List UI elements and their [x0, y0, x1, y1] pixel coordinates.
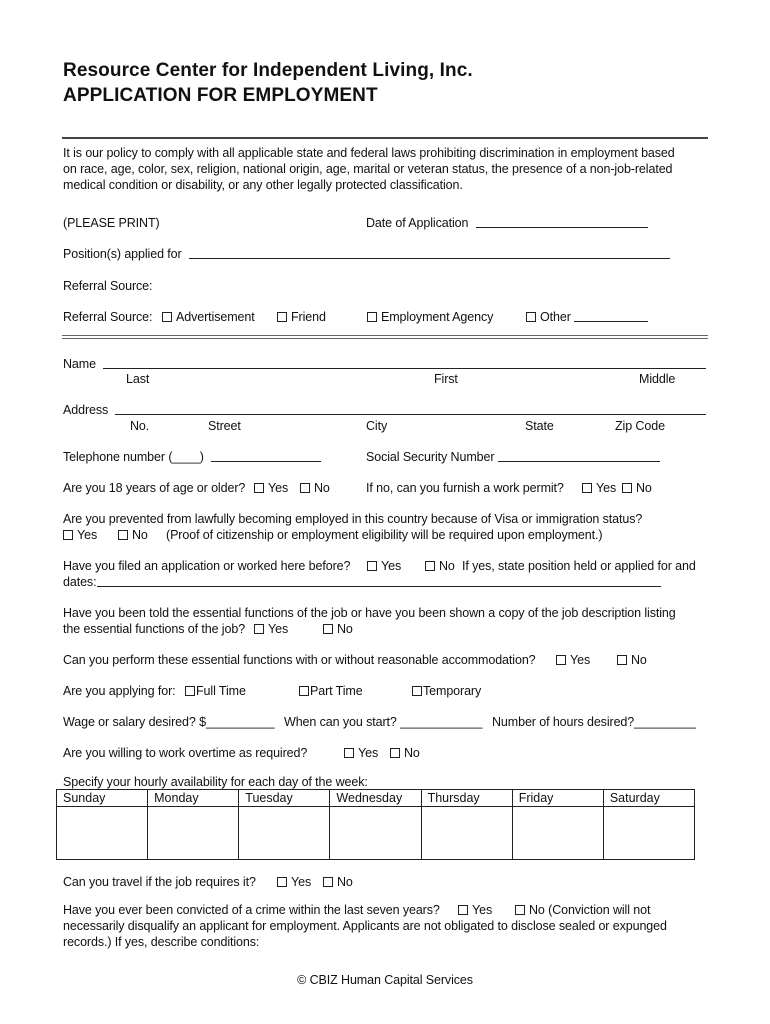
conviction-note-line-3: records.) If yes, describe conditions:: [63, 935, 260, 949]
checkbox-icon[interactable]: [254, 624, 264, 634]
address-label: Address: [63, 403, 109, 417]
full-time-option[interactable]: Full Time: [185, 684, 246, 699]
checkbox-icon[interactable]: [323, 877, 333, 887]
visa-note: (Proof of citizenship or employment eligibility will be required upon employment.): [166, 528, 603, 542]
referral-other-field[interactable]: [574, 321, 648, 322]
availability-table: [56, 789, 695, 860]
telephone-field[interactable]: [211, 461, 321, 462]
date-of-application-label: Date of Application: [366, 216, 469, 230]
checkbox-icon[interactable]: [118, 530, 128, 540]
please-print-label: (PLEASE PRINT): [63, 216, 160, 230]
filed-yes-option[interactable]: Yes: [367, 559, 401, 574]
checkbox-icon[interactable]: [344, 748, 354, 758]
positions-applied-field[interactable]: [189, 258, 670, 259]
checkbox-icon[interactable]: [515, 905, 525, 915]
age-18-no-option[interactable]: No: [300, 481, 330, 496]
hours-desired-label: Number of hours desired?_________: [492, 715, 696, 729]
checkbox-icon[interactable]: [367, 312, 377, 322]
hours-desired-field[interactable]: _________: [634, 715, 696, 729]
dates-label: dates:: [63, 575, 97, 589]
policy-line-1: It is our policy to comply with all applicable state and federal laws prohibiting discrimination in employment based: [63, 146, 675, 160]
checkbox-icon[interactable]: [277, 877, 287, 887]
ssn-label: Social Security Number: [366, 450, 495, 464]
organization-name: Resource Center for Independent Living, Inc.: [63, 60, 473, 81]
checkbox-icon[interactable]: [300, 483, 310, 493]
checkbox-icon[interactable]: [367, 561, 377, 571]
footer-copyright: © CBIZ Human Capital Services: [297, 973, 473, 987]
availability-label: Specify your hourly availability for each day of the week:: [63, 775, 368, 789]
travel-yes-option[interactable]: Yes: [277, 875, 311, 890]
checkbox-icon[interactable]: [277, 312, 287, 322]
overtime-no-option[interactable]: No: [390, 746, 420, 761]
day-header: Monday: [148, 790, 239, 807]
conviction-question: Have you ever been convicted of a crime within the last seven years?: [63, 903, 440, 917]
temporary-option[interactable]: Temporary: [412, 684, 481, 699]
day-header: Tuesday: [239, 790, 330, 807]
start-date-label: When can you start? ____________: [284, 715, 483, 729]
telephone-label: Telephone number (____): [63, 450, 204, 464]
availability-cell[interactable]: [239, 807, 330, 860]
availability-input-row: [57, 807, 695, 860]
perform-yes-option[interactable]: Yes: [556, 653, 590, 668]
conviction-yes-option[interactable]: Yes: [458, 903, 492, 918]
age-18-yes-option[interactable]: Yes: [254, 481, 288, 496]
name-field[interactable]: [103, 368, 706, 369]
checkbox-icon[interactable]: [617, 655, 627, 665]
checkbox-icon[interactable]: [162, 312, 172, 322]
name-label: Name: [63, 357, 96, 371]
referral-source-label-2: Referral Source:: [63, 310, 153, 324]
wage-label: Wage or salary desired? $__________: [63, 715, 275, 729]
name-first-caption: First: [434, 372, 458, 386]
essential-functions-question-2: the essential functions of the job?: [63, 622, 246, 636]
checkbox-icon[interactable]: [323, 624, 333, 634]
checkbox-icon[interactable]: [390, 748, 400, 758]
travel-no-option[interactable]: No: [323, 875, 353, 890]
dates-field[interactable]: [97, 586, 661, 587]
address-city-caption: City: [366, 419, 388, 433]
day-header: Friday: [512, 790, 603, 807]
referral-friend-option[interactable]: Friend: [277, 310, 326, 325]
day-header: Saturday: [603, 790, 694, 807]
applying-for-label: Are you applying for:: [63, 684, 176, 698]
availability-header-row: [57, 790, 695, 807]
name-last-caption: Last: [126, 372, 150, 386]
referral-agency-option[interactable]: Employment Agency: [367, 310, 493, 325]
checkbox-icon[interactable]: [622, 483, 632, 493]
overtime-question: Are you willing to work overtime as required?: [63, 746, 308, 760]
work-permit-question: If no, can you furnish a work permit?: [366, 481, 564, 495]
part-time-option[interactable]: Part Time: [299, 684, 363, 699]
day-header: Thursday: [421, 790, 512, 807]
overtime-yes-option[interactable]: Yes: [344, 746, 378, 761]
referral-source-label: Referral Source:: [63, 279, 153, 293]
conviction-note-line-2: necessarily disqualify an applicant for employment. Applicants are not obligated to disclose sealed or expunged: [63, 919, 667, 933]
age-18-question: Are you 18 years of age or older?: [63, 481, 246, 495]
section-divider: [62, 335, 708, 339]
availability-cell[interactable]: [148, 807, 239, 860]
travel-question: Can you travel if the job requires it?: [63, 875, 256, 889]
filed-note: If yes, state position held or applied for and: [462, 559, 696, 573]
availability-cell[interactable]: [603, 807, 694, 860]
header-divider: [62, 137, 708, 139]
checkbox-icon[interactable]: [526, 312, 536, 322]
policy-line-2: on race, age, color, sex, religion, national origin, age, marital or veteran status, the presence of a non-job-related: [63, 162, 673, 176]
checkbox-icon[interactable]: [254, 483, 264, 493]
form-title: APPLICATION FOR EMPLOYMENT: [63, 85, 378, 106]
day-header: Wednesday: [330, 790, 421, 807]
ssn-field[interactable]: [498, 461, 660, 462]
checkbox-icon[interactable]: [412, 686, 422, 696]
address-state-caption: State: [525, 419, 554, 433]
checkbox-icon[interactable]: [582, 483, 592, 493]
address-field[interactable]: [115, 414, 706, 415]
address-street-caption: Street: [208, 419, 241, 433]
visa-question: Are you prevented from lawfully becoming employed in this country because of Visa or immigration status?: [63, 512, 643, 526]
availability-cell[interactable]: [512, 807, 603, 860]
perform-no-option[interactable]: No: [617, 653, 647, 668]
referral-advertisement-option[interactable]: Advertisement: [162, 310, 255, 325]
name-middle-caption: Middle: [639, 372, 676, 386]
checkbox-icon[interactable]: [556, 655, 566, 665]
checkbox-icon[interactable]: [63, 530, 73, 540]
checkbox-icon[interactable]: [185, 686, 195, 696]
essential-yes-option[interactable]: Yes: [254, 622, 288, 637]
positions-applied-label: Position(s) applied for: [63, 247, 182, 261]
address-no-caption: No.: [130, 419, 150, 433]
address-zip-caption: Zip Code: [615, 419, 665, 433]
availability-cell[interactable]: [57, 807, 148, 860]
day-header: Sunday: [57, 790, 148, 807]
essential-no-option[interactable]: No: [323, 622, 353, 637]
date-of-application-field[interactable]: [476, 227, 648, 228]
availability-cell[interactable]: [421, 807, 512, 860]
work-permit-yes-option[interactable]: Yes: [582, 481, 616, 496]
filed-before-question: Have you filed an application or worked here before?: [63, 559, 351, 573]
availability-cell[interactable]: [330, 807, 421, 860]
visa-yes-option[interactable]: Yes: [63, 528, 97, 543]
conviction-no-option[interactable]: No (Conviction will not: [515, 903, 650, 918]
checkbox-icon[interactable]: [299, 686, 309, 696]
checkbox-icon[interactable]: [425, 561, 435, 571]
policy-line-3: medical condition or disability, or any other legally protected classification.: [63, 178, 463, 192]
filed-no-option[interactable]: No: [425, 559, 455, 574]
start-date-field[interactable]: ____________: [400, 715, 483, 729]
checkbox-icon[interactable]: [458, 905, 468, 915]
work-permit-no-option[interactable]: No: [622, 481, 652, 496]
referral-other-option[interactable]: Other: [526, 310, 571, 325]
visa-no-option[interactable]: No: [118, 528, 148, 543]
perform-functions-question: Can you perform these essential functions with or without reasonable accommodation?: [63, 653, 536, 667]
essential-functions-question: Have you been told the essential functions of the job or have you been shown a copy of the job description listing: [63, 606, 676, 620]
wage-field[interactable]: __________: [205, 715, 275, 729]
